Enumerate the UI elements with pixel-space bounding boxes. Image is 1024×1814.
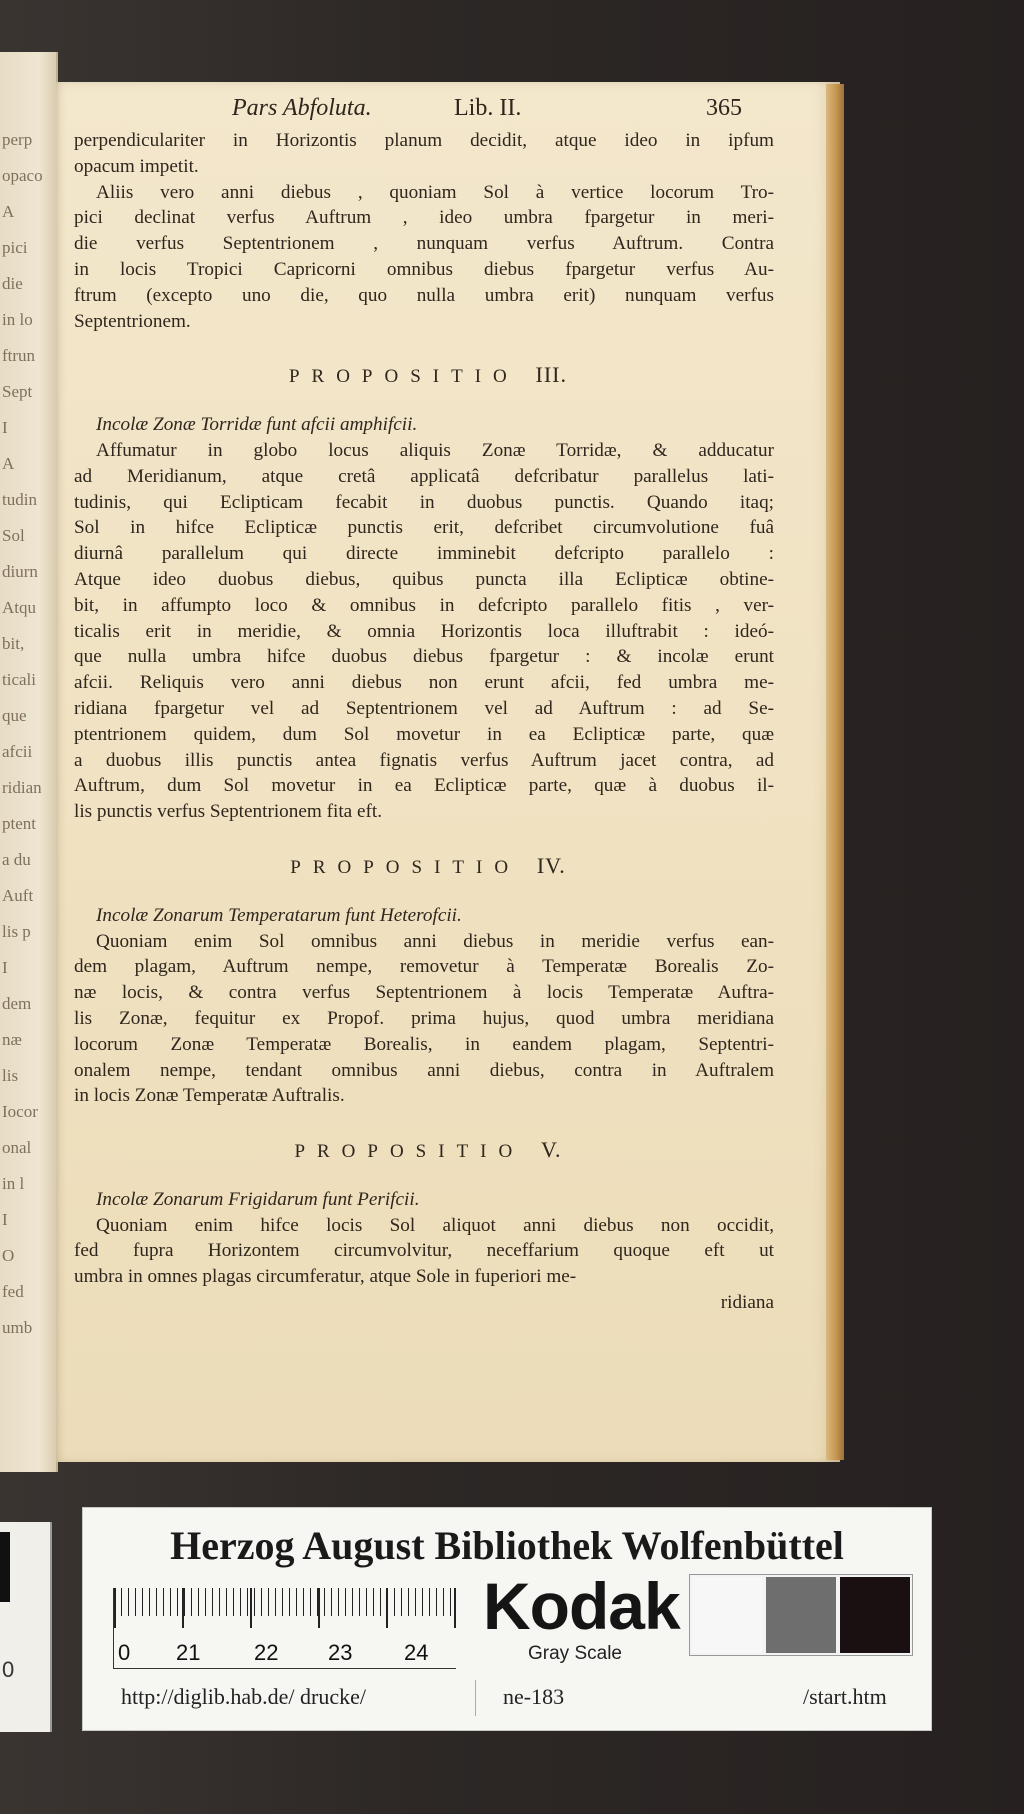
kodak-logo: Kodak (483, 1569, 680, 1643)
ruler-label: 22 (254, 1640, 279, 1665)
adjacent-text-fragment: perp (2, 130, 33, 149)
text-line: tudinis, qui Eclipticam fecabit in duobus punctis. Quando itaq; (74, 491, 774, 513)
adjacent-text-fragment: diurn (2, 562, 38, 581)
ruler-label: 24 (404, 1640, 429, 1665)
text-line: pici declinat verfus Auftrum , ideo umbra fpargetur in meri- (74, 207, 774, 229)
adjacent-text-fragment: bit, (2, 634, 25, 653)
proposition-word: PROPOSITIO (288, 366, 519, 388)
text-line: lis punctis verfus Septentrionem fita eft. (74, 801, 382, 823)
text-line: Atque ideo duobus diebus, quibus puncta illa Eclipticæ obtine- (74, 568, 774, 590)
paragraph-1 (74, 128, 774, 180)
ruler (113, 1588, 456, 1669)
text-line: bit, in affumpto loco & omnibus in defcripto parallelo fitis , ver- (74, 594, 774, 616)
adjacent-text-fragment: Auft (2, 886, 34, 905)
proposition-3-heading: Incolæ Zonæ Torridæ funt afcii amphifcii. (96, 414, 418, 436)
adjacent-text-fragment: opaco (2, 166, 43, 185)
adjacent-text-fragment: Sol (2, 526, 25, 545)
text-line: lis Zonæ, fequitur ex Propof. prima hujus, quod umbra meridiana (74, 1007, 774, 1029)
proposition-number: V. (541, 1137, 562, 1163)
text-line: que nulla umbra hifce duobus diebus fpargetur : & incolæ erunt (74, 646, 774, 668)
text-line: Affumatur in globo locus aliquis Zonæ Torridæ, & adducatur (96, 439, 774, 461)
adjacent-text-fragment: A (2, 202, 15, 221)
adjacent-text-fragment: I (2, 958, 8, 977)
text-line: die verfus Septentrionem , nunquam verfus Auftrum. Contra (74, 233, 774, 255)
adjacent-text-fragment: lis (2, 1066, 19, 1085)
adjacent-text-fragment: a du (2, 850, 31, 869)
proposition-number: III. (535, 362, 568, 388)
adjacent-text-fragment: in lo (2, 310, 33, 329)
swatch-black (840, 1577, 910, 1653)
adjacent-text-fragment: ftrun (2, 346, 36, 365)
adjacent-text-fragment: ptent (2, 814, 36, 833)
text-line: Auftrum, dum Sol movetur in ea Eclipticæ parte, quæ à duobus il- (74, 775, 774, 797)
adjacent-text-fragment: umb (2, 1318, 33, 1337)
text-line: in locis Tropici Capricorni omnibus diebus fpargetur verfus Au- (74, 258, 774, 280)
adjacent-page-sliver (0, 52, 58, 1472)
text-line: fed fupra Horizontem circumvolvitur, neceffarium quoque eft ut (74, 1240, 774, 1262)
proposition-word: PROPOSITIO (294, 1141, 525, 1163)
page-number: 365 (706, 95, 742, 121)
adjacent-text-fragment: in l (2, 1174, 25, 1193)
adjacent-text-fragment: ticali (2, 670, 36, 689)
text-line: ptentrionem quidem, dum Sol movetur in ea Eclipticæ parte, quæ (74, 723, 774, 745)
text-line: onalem nempe, tendant omnibus anni diebus, contra in Auftralem (74, 1059, 774, 1081)
text-line: Septentrionem. (74, 310, 191, 332)
text-line: umbra in omnes plagas circumferatur, atque Sole in fuperiori me- (74, 1266, 577, 1288)
text-line: ridiana fpargetur vel ad Septentrionem vel ad Auftrum : ad Se- (74, 697, 774, 719)
library-name: Herzog August Bibliothek Wolfenbüttel (170, 1523, 844, 1568)
adjacent-text-fragment: fed (2, 1282, 24, 1301)
gray-scale-label: Gray Scale (528, 1643, 622, 1664)
ruler-label: 0 (118, 1640, 131, 1665)
text-line: Sol in hifce Eclipticæ punctis erit, defcribet circumvolutione fuâ (74, 517, 774, 539)
adjacent-text-fragment: die (2, 274, 23, 293)
proposition-4-body (74, 929, 774, 1110)
ruler-major-ticks (114, 1588, 456, 1628)
adjacent-text-fragment: dem (2, 994, 32, 1013)
proposition-3-body (74, 438, 774, 825)
paragraph-2 (74, 180, 774, 335)
proposition-word: PROPOSITIO (290, 856, 521, 878)
adjacent-text-fragment: pici (2, 238, 28, 257)
adjacent-text-fragment: ridian (2, 778, 42, 797)
adjacent-text-fragment: onal (2, 1138, 32, 1157)
running-title: Pars Abfoluta. (232, 95, 372, 121)
library-color-card (82, 1507, 932, 1731)
text-line: Aliis vero anni diebus , quoniam Sol à vertice locorum Tro- (96, 181, 774, 203)
ruler-label: 21 (176, 1640, 201, 1665)
text-line: in locis Zonæ Temperatæ Auftralis. (74, 1085, 345, 1107)
catchword: ridiana (720, 1292, 774, 1314)
page-text (74, 96, 774, 1316)
text-line: Quoniam enim hifce locis Sol aliquot anni diebus non occidit, (96, 1214, 774, 1236)
proposition-5-body (74, 1213, 774, 1290)
proposition-3-title (74, 362, 774, 390)
running-header (74, 96, 774, 126)
text-line: opacum impetit. (74, 155, 199, 177)
adjacent-text-fragment: I (2, 1210, 8, 1229)
adjacent-color-card (0, 1522, 52, 1732)
adjacent-text-fragment: Sept (2, 382, 33, 401)
swatch-white (692, 1577, 762, 1653)
swatch-gray (766, 1577, 836, 1653)
ruler-label: 23 (328, 1640, 353, 1665)
page-edge (826, 84, 844, 1460)
proposition-4-title (74, 853, 774, 881)
adjacent-text-fragment: Iocor (2, 1102, 38, 1121)
adjacent-text-fragment: O (2, 1246, 15, 1265)
proposition-4-heading: Incolæ Zonarum Temperatarum funt Heterofcii. (96, 904, 462, 926)
text-line: locorum Zonæ Temperatæ Borealis, in eandem plagam, Septentri- (74, 1033, 774, 1055)
text-line: diurnâ parallelum qui directe imminebit defcripto parallelo : (74, 543, 774, 565)
text-line: næ locis, & contra verfus Septentrionem à locis Temperatæ Auftra- (74, 982, 774, 1004)
url-divider (475, 1680, 476, 1716)
proposition-5-title (74, 1137, 774, 1165)
url-part-3: /start.htm (803, 1684, 887, 1709)
text-line: Quoniam enim Sol omnibus anni diebus in meridie verfus ean- (96, 930, 774, 952)
proposition-number: IV. (536, 852, 566, 878)
card-black-strip (0, 1532, 10, 1602)
text-line: a duobus illis punctis antea fignatis verfus Auftrum jacet contra, ad (74, 749, 774, 771)
url-part-1: http://diglib.hab.de/ drucke/ (121, 1684, 367, 1709)
adjacent-text-fragment: afcii (2, 742, 33, 761)
url-part-2: ne-183 (503, 1684, 565, 1709)
adjacent-text-fragment: I (2, 418, 8, 437)
book-page (56, 82, 840, 1462)
text-line: ticalis erit in meridie, & omnia Horizontis loca illuftrabit : ideó- (74, 620, 774, 642)
card-fragment-number: 0 (2, 1657, 15, 1682)
text-line: afcii. Reliquis vero anni diebus non erunt afcii, fed umbra me- (74, 672, 774, 694)
adjacent-text-fragment: A (2, 454, 15, 473)
text-line: perpendiculariter in Horizontis planum decidit, atque ideo in ipfum (74, 130, 774, 151)
proposition-5-heading: Incolæ Zonarum Frigidarum funt Perifcii. (96, 1188, 420, 1210)
text-line: dem plagam, Auftrum nempe, removetur à Temperatæ Borealis Zo- (74, 956, 774, 978)
book-number: Lib. II. (454, 95, 522, 121)
adjacent-text-fragment: lis p (2, 922, 31, 941)
adjacent-text-fragment: næ (2, 1030, 22, 1049)
text-line: ftrum (excepto uno die, quo nulla umbra erit) nunquam verfus (74, 284, 774, 306)
text-line: ad Meridianum, atque cretâ applicatâ defcribatur parallelus lati- (74, 465, 774, 487)
adjacent-text-fragment: Atqu (2, 598, 36, 617)
adjacent-text-fragment: que (2, 706, 27, 725)
adjacent-text-fragment: tudin (2, 490, 37, 509)
gray-scale-swatches (689, 1574, 913, 1656)
